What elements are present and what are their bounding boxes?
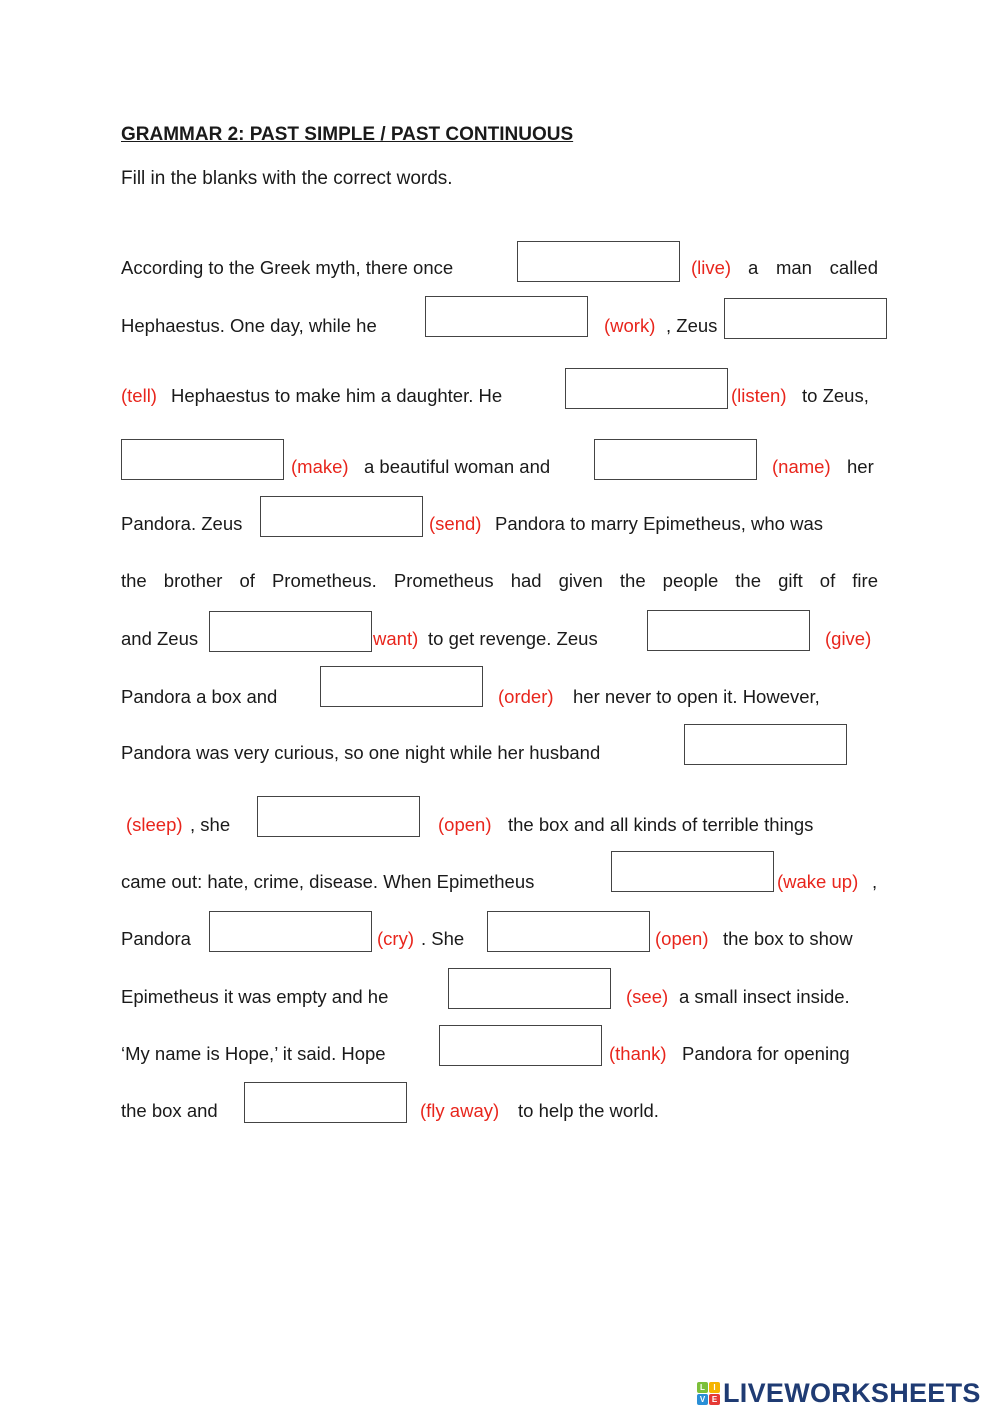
- verb-hint: (send): [429, 513, 482, 534]
- story-text-segment: . She: [421, 928, 465, 949]
- story-text-segment: her never to open it. However,: [573, 686, 820, 707]
- answer-blank-4[interactable]: [565, 368, 728, 409]
- story-text-segment: Pandora for opening: [682, 1043, 850, 1064]
- answer-blank-1[interactable]: [517, 241, 680, 282]
- story-text-segment: a beautiful woman and: [364, 456, 551, 477]
- story-text-segment: Hephaestus to make him a daughter. He: [171, 385, 503, 406]
- story-text-segment: Pandora a box and: [121, 686, 278, 707]
- answer-blank-14[interactable]: [209, 911, 372, 952]
- story-text-segment: According to the Greek myth, there once: [121, 257, 454, 278]
- logo-text: LIVEWORKSHEETS: [723, 1378, 981, 1408]
- story-text-segment: a man called: [748, 257, 878, 278]
- logo-icon: [697, 1382, 720, 1405]
- verb-hint: (thank): [609, 1043, 667, 1064]
- logo-letter: E: [709, 1394, 720, 1405]
- answer-blank-3[interactable]: [724, 298, 887, 339]
- instructions: Fill in the blanks with the correct words.: [121, 168, 453, 189]
- story-text-segment: the box and all kinds of terrible things: [508, 814, 814, 835]
- verb-hint: (see): [626, 986, 669, 1007]
- story-text-segment: came out: hate, crime, disease. When Epimetheus: [121, 871, 535, 892]
- verb-hint: (make): [291, 456, 349, 477]
- answer-blank-13[interactable]: [611, 851, 774, 892]
- story-text-segment: her: [847, 456, 874, 477]
- verb-hint: (fly away): [420, 1100, 500, 1121]
- answer-blank-7[interactable]: [260, 496, 423, 537]
- verb-hint: (give): [825, 628, 872, 649]
- answer-blank-6[interactable]: [594, 439, 757, 480]
- liveworksheets-logo: [697, 1378, 981, 1409]
- story-text-segment: ,: [872, 871, 878, 892]
- story-text-segment: Hephaestus. One day, while he: [121, 315, 377, 336]
- answer-blank-10[interactable]: [320, 666, 483, 707]
- worksheet-title: GRAMMAR 2: PAST SIMPLE / PAST CONTINUOUS: [121, 124, 574, 145]
- answer-blank-15[interactable]: [487, 911, 650, 952]
- verb-hint: want): [373, 628, 419, 649]
- answer-blank-11[interactable]: [684, 724, 847, 765]
- verb-hint: (open): [655, 928, 709, 949]
- verb-hint: (live): [691, 257, 732, 278]
- story-text-segment: the box and: [121, 1100, 218, 1121]
- verb-hint: (tell): [121, 385, 157, 406]
- answer-blank-17[interactable]: [439, 1025, 602, 1066]
- verb-hint: (order): [498, 686, 554, 707]
- answer-blank-2[interactable]: [425, 296, 588, 337]
- verb-hint: (listen): [731, 385, 787, 406]
- answer-blank-9[interactable]: [647, 610, 810, 651]
- story-text-segment: a small insect inside.: [679, 986, 850, 1007]
- answer-blank-8[interactable]: [209, 611, 372, 652]
- story-text-segment: Pandora to marry Epimetheus, who was: [495, 513, 824, 534]
- story-text-segment: to help the world.: [518, 1100, 659, 1121]
- logo-letter: V: [697, 1394, 708, 1405]
- verb-hint: (name): [772, 456, 831, 477]
- verb-hint: (sleep): [126, 814, 183, 835]
- story-text-segment: the brother of Prometheus. Prometheus had given the people the gift of fire: [121, 570, 878, 591]
- answer-blank-16[interactable]: [448, 968, 611, 1009]
- verb-hint: (work): [604, 315, 656, 336]
- story-text-segment: Pandora: [121, 928, 191, 949]
- answer-blank-18[interactable]: [244, 1082, 407, 1123]
- story-text-segment: , Zeus: [666, 315, 718, 336]
- story-text-segment: , she: [190, 814, 231, 835]
- story-text-segment: the box to show: [723, 928, 853, 949]
- logo-letter: I: [709, 1382, 720, 1393]
- story-text-segment: to get revenge. Zeus: [428, 628, 598, 649]
- answer-blank-12[interactable]: [257, 796, 420, 837]
- verb-hint: (open): [438, 814, 492, 835]
- story-text-segment: and Zeus: [121, 628, 199, 649]
- verb-hint: (cry): [377, 928, 414, 949]
- story-text-segment: Pandora was very curious, so one night while her husband: [121, 742, 601, 763]
- verb-hint: (wake up): [777, 871, 859, 892]
- story-text-segment: to Zeus,: [802, 385, 869, 406]
- story-text-segment: Pandora. Zeus: [121, 513, 243, 534]
- story-text-segment: ‘My name is Hope,’ it said. Hope: [121, 1043, 386, 1064]
- logo-letter: L: [697, 1382, 708, 1393]
- story-text-segment: Epimetheus it was empty and he: [121, 986, 389, 1007]
- answer-blank-5[interactable]: [121, 439, 284, 480]
